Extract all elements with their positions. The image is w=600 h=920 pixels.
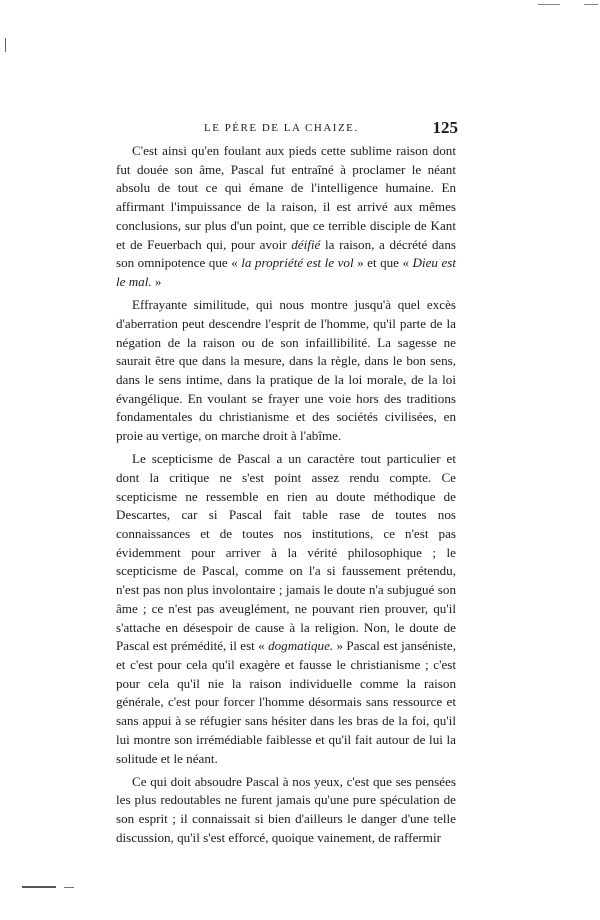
paragraph-3 — [116, 450, 456, 768]
paragraph-2: Effrayante similitude, qui nous montre jusqu'à quel excès d'aberration peut descendre l'esprit de l'homme, qu'il parte de la négation de la raison ou de son infaillibilité. La sagesse ne saurait être que dans la mesure, dans la règle, dans le bon sens, dans le sens intime, dans la pratique de la loi morale, de la loi évangélique. En voulant se frayer une voie hors des traditions fondamentales du christianisme et des sociétés civilisées, en proie au vertige, on marche droit à l'abîme. — [116, 297, 456, 444]
paragraph-text: » et que « — [353, 255, 413, 271]
scan-mark — [64, 887, 74, 888]
scan-mark — [22, 886, 56, 888]
paragraph-text: » Pascal est janséniste, et c'est pour cela qu'il exagère et fausse le christianisme ; c'est pour cela qu'il nie la raison individuelle comme la raison générale, c'est pour forcer l'homme désormais sans ressource et sans appui à se réfugier sans hésiter dans les bras de la foi, qu'il lui montre son irrémédiable faiblesse et qu'il fait autour de lui la solitude et le néant. — [116, 638, 456, 766]
paragraph-text: la raison, a décrété dans son omnipotence que « — [116, 236, 456, 271]
running-head — [116, 118, 456, 138]
body-text — [116, 142, 456, 852]
running-title: LE PÈRE DE LA CHAIZE. — [204, 122, 359, 134]
italic-quote: la propriété est le vol — [241, 255, 354, 271]
italic-text: déifié — [291, 236, 321, 252]
italic-quote: Dieu est le mal. — [116, 255, 456, 289]
paragraph-4: Ce qui doit absoudre Pascal à nos yeux, c'est que ses pensées les plus redoutables ne furent jamais qu'une pure spéculation de son esprit ; il connaissait si bien d'ailleurs le danger d'une telle discussion, qu'il s'est efforcé, quoique vainement, de raffermir — [116, 773, 456, 845]
italic-quote: dogmatique. — [268, 638, 334, 654]
paragraph-text: C'est ainsi qu'en foulant aux pieds cette sublime raison dont fut douée son âme, Pascal fut entraîné à proclamer le néant absolu de tout ce qui émane de l'intelligence humaine. En affirmant l'impuissance de la raison, il est arrivé aux mêmes conclusions, sur plus d'un point, que ce terrible disciple de Kant et de Feuerbach qui, pour avoir — [116, 143, 456, 252]
paragraph-text: Le scepticisme de Pascal a un caractère tout particulier et dont la critique ne s'est point assez rendu compte. Ce scepticisme ne ressemble en rien au doute méthodique de Descartes, car si Pascal fait table rase de toutes nos connaissances et de toutes nos institutions, ce n'est pas évidemment pour arriver à la vérité philosophique ; le scepticisme de Pascal, comme on l'a si faussement prétendu, n'est pas non plus involontaire ; jamais le doute n'a subjugué son âme ; ce n'est pas aveuglément, ne pouvant rien prouver, qu'il s'attache en désespoir de cause à la religion. Non, le doute de Pascal est prémédité, il est « — [116, 451, 456, 654]
scan-mark — [538, 4, 560, 5]
scan-mark — [5, 38, 6, 52]
scan-mark — [584, 4, 598, 5]
paragraph-text: » — [151, 273, 162, 289]
page-number: 125 — [432, 118, 458, 137]
paragraph-1 — [116, 142, 456, 292]
